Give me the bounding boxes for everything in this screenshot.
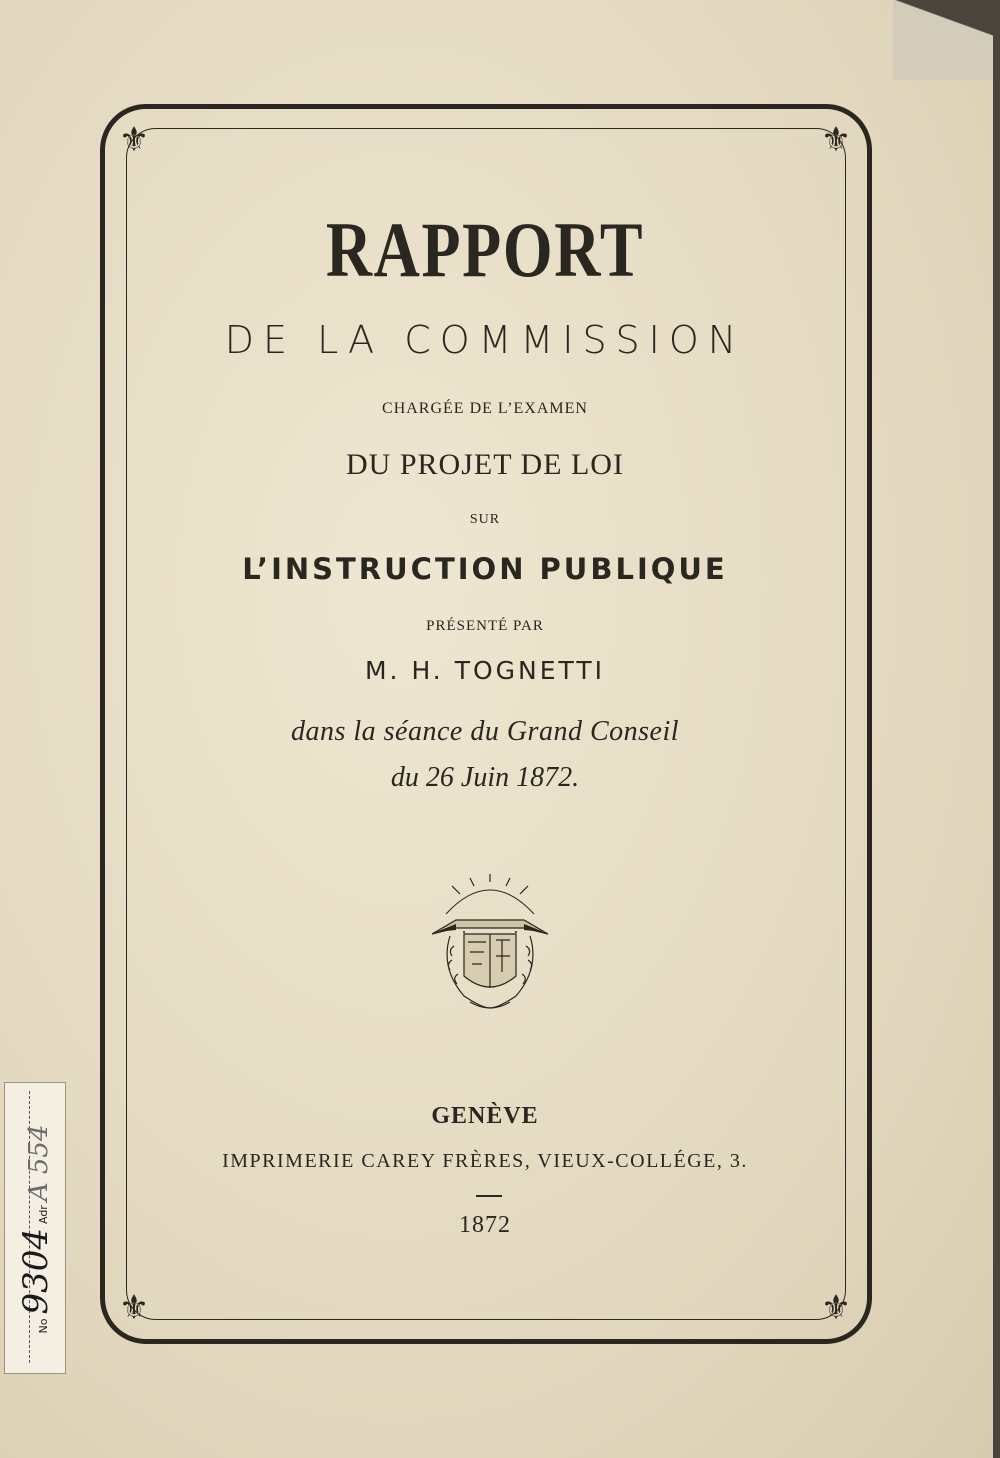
folded-corner (893, 0, 993, 80)
city-name: GENÈVE (431, 1103, 539, 1129)
printer-line: IMPRIMERIE CAREY FRÈRES, VIEUX-COLLÉGE, 3. (222, 1150, 748, 1172)
fleur-ornament-icon: ⚜ (820, 1288, 852, 1328)
sur-line: SUR (469, 512, 501, 527)
subtitle-commission: DE LA COMMISSION (224, 318, 746, 362)
project-line: DU PROJET DE LOI (346, 448, 624, 481)
label-number: 9304 (16, 1228, 56, 1315)
divider-rule (476, 1195, 502, 1197)
library-shelf-label (4, 1082, 66, 1374)
presented-by-line: PRÉSENTÉ PAR (426, 618, 544, 634)
label-no-prefix: No (37, 1318, 50, 1334)
session-line-2: du 26 Juin 1872. (390, 762, 580, 793)
fleur-ornament-icon: ⚜ (820, 120, 852, 160)
author-name: M. H. TOGNETTI (364, 656, 605, 685)
charged-line: CHARGÉE DE L’EXAMEN (382, 400, 588, 417)
fleur-ornament-icon: ⚜ (118, 120, 150, 160)
geneva-coat-of-arms-emblem (426, 872, 554, 1018)
session-line-1: dans la séance du Grand Conseil (290, 716, 680, 747)
label-code: A 554 (24, 1124, 54, 1202)
fleur-ornament-icon: ⚜ (118, 1288, 150, 1328)
label-adr-prefix: Adr (37, 1205, 50, 1225)
label-text-rotated (16, 1124, 56, 1333)
topic-heading: L’INSTRUCTION PUBLIQUE (242, 552, 728, 586)
title-rapport: RAPPORT (325, 206, 645, 293)
publication-year: 1872 (459, 1212, 511, 1238)
